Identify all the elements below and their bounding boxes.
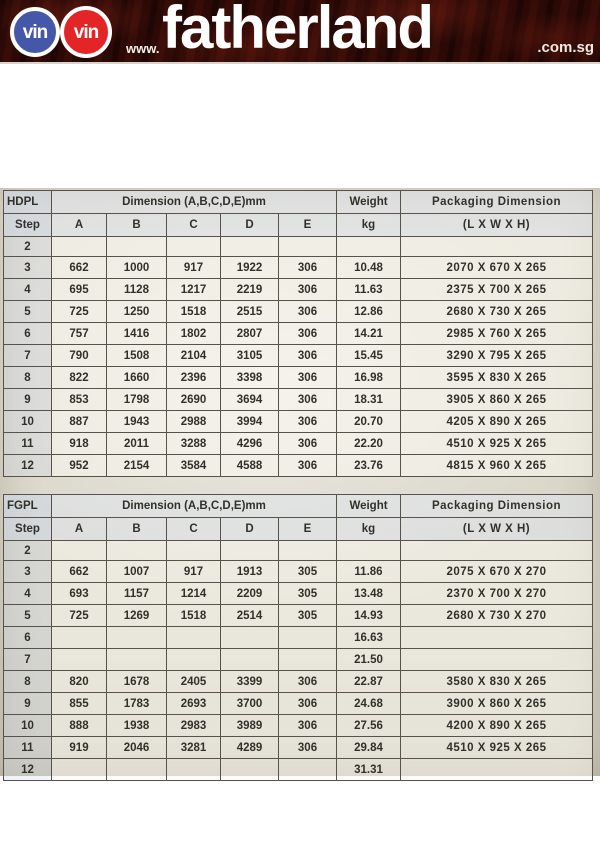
weight-header-cell: Weight <box>337 495 401 518</box>
table-cell: 693 <box>52 583 107 605</box>
table-cell <box>107 237 167 257</box>
table-cell: 4510 X 925 X 265 <box>401 433 593 455</box>
table-cell: 11.63 <box>337 279 401 301</box>
table-cell: 1128 <box>107 279 167 301</box>
table-cell: 306 <box>279 279 337 301</box>
table-cell: 853 <box>52 389 107 411</box>
column-letter-cell: A <box>52 518 107 541</box>
table-cell: 2514 <box>221 605 279 627</box>
table-cell: 306 <box>279 737 337 759</box>
table-cell: 2209 <box>221 583 279 605</box>
table-cell <box>107 649 167 671</box>
table-cell: 2985 X 760 X 265 <box>401 323 593 345</box>
table-cell: 3900 X 860 X 265 <box>401 693 593 715</box>
table-cell: 888 <box>52 715 107 737</box>
table-row <box>4 649 593 671</box>
table-cell: 2070 X 670 X 265 <box>401 257 593 279</box>
table-cell: 919 <box>52 737 107 759</box>
table-cell: 13.48 <box>337 583 401 605</box>
table-cell: 1416 <box>107 323 167 345</box>
table-row <box>4 455 593 477</box>
table-cell: 855 <box>52 693 107 715</box>
table-cell: 9 <box>4 389 52 411</box>
table-cell: 1518 <box>167 301 221 323</box>
table-row <box>4 715 593 737</box>
table-cell: 725 <box>52 301 107 323</box>
table-cell: 305 <box>279 583 337 605</box>
table-cell: 820 <box>52 671 107 693</box>
table-cell: 2075 X 670 X 270 <box>401 561 593 583</box>
table-cell: 11.86 <box>337 561 401 583</box>
table-cell: 5 <box>4 301 52 323</box>
table-cell: 1798 <box>107 389 167 411</box>
table-cell: 2983 <box>167 715 221 737</box>
column-letter-cell: A <box>52 214 107 237</box>
table-cell: 306 <box>279 693 337 715</box>
table-cell: 1660 <box>107 367 167 389</box>
table-cell: 3905 X 860 X 265 <box>401 389 593 411</box>
table-row <box>4 345 593 367</box>
table-cell <box>279 237 337 257</box>
table-cell: 27.56 <box>337 715 401 737</box>
table-cell: 2370 X 700 X 270 <box>401 583 593 605</box>
table-cell: 306 <box>279 455 337 477</box>
table-cell: 2693 <box>167 693 221 715</box>
table-cell: 306 <box>279 389 337 411</box>
table-cell: 3994 <box>221 411 279 433</box>
table-row <box>4 301 593 323</box>
table-cell <box>167 627 221 649</box>
table-cell: 3 <box>4 257 52 279</box>
table-cell: 695 <box>52 279 107 301</box>
table-cell: 306 <box>279 323 337 345</box>
table-cell: 14.21 <box>337 323 401 345</box>
table-cell: 662 <box>52 561 107 583</box>
table-cell: 4289 <box>221 737 279 759</box>
table-row <box>4 583 593 605</box>
table-cell <box>337 541 401 561</box>
table-cell: 31.31 <box>337 759 401 781</box>
table-cell: 952 <box>52 455 107 477</box>
table-cell: 790 <box>52 345 107 367</box>
table-cell <box>401 759 593 781</box>
table-cell: 4205 X 890 X 265 <box>401 411 593 433</box>
table-cell: 306 <box>279 301 337 323</box>
table-cell: 3694 <box>221 389 279 411</box>
table-cell: 20.70 <box>337 411 401 433</box>
table-cell: 306 <box>279 257 337 279</box>
table-cell: 1157 <box>107 583 167 605</box>
table-cell: 306 <box>279 671 337 693</box>
table-cell: 662 <box>52 257 107 279</box>
spec-table-hdpl <box>3 190 593 477</box>
table-cell: 2 <box>4 237 52 257</box>
table-cell <box>52 627 107 649</box>
column-letter-cell: C <box>167 518 221 541</box>
table-cell: 1000 <box>107 257 167 279</box>
table-cell: 1913 <box>221 561 279 583</box>
table-cell <box>221 237 279 257</box>
table-cell: 918 <box>52 433 107 455</box>
table-cell: 725 <box>52 605 107 627</box>
table-cell: 2219 <box>221 279 279 301</box>
table-cell: 1922 <box>221 257 279 279</box>
table-row <box>4 323 593 345</box>
table-cell <box>279 759 337 781</box>
dimension-header-cell: Dimension (A,B,C,D,E)mm <box>52 495 337 518</box>
vin-logo-blue-circle <box>10 7 60 57</box>
table-cell: 6 <box>4 627 52 649</box>
table-cell: 3105 <box>221 345 279 367</box>
table-cell: 2405 <box>167 671 221 693</box>
table-cell: 15.45 <box>337 345 401 367</box>
table-cell: 1518 <box>167 605 221 627</box>
table-cell: 11 <box>4 433 52 455</box>
table-cell: 7 <box>4 345 52 367</box>
table-cell: 1943 <box>107 411 167 433</box>
weight-header-cell: Weight <box>337 191 401 214</box>
table-cell: 305 <box>279 561 337 583</box>
table-cell: 2154 <box>107 455 167 477</box>
table-cell <box>167 237 221 257</box>
table-cell <box>279 541 337 561</box>
table-cell <box>167 541 221 561</box>
table-cell: 2046 <box>107 737 167 759</box>
table-cell: 16.63 <box>337 627 401 649</box>
www-prefix: www. <box>126 41 160 56</box>
table-cell <box>107 541 167 561</box>
table-cell: 11 <box>4 737 52 759</box>
kg-header-cell: kg <box>337 214 401 237</box>
table-cell: 1508 <box>107 345 167 367</box>
table-cell: 2 <box>4 541 52 561</box>
table-row <box>4 693 593 715</box>
column-letter-cell: B <box>107 518 167 541</box>
vin-logo-blue-text: vin <box>22 21 48 43</box>
table-cell: 5 <box>4 605 52 627</box>
table-cell: 306 <box>279 367 337 389</box>
table-cell <box>279 649 337 671</box>
spec-table-fgpl <box>3 494 593 781</box>
packaging-header-cell: Packaging Dimension <box>401 191 593 214</box>
table-cell: 306 <box>279 345 337 367</box>
table-cell: 2690 <box>167 389 221 411</box>
table-cell: 10 <box>4 715 52 737</box>
table-cell: 2396 <box>167 367 221 389</box>
table-row <box>4 389 593 411</box>
table-cell: 16.98 <box>337 367 401 389</box>
table-cell: 306 <box>279 715 337 737</box>
table-row <box>4 737 593 759</box>
column-letter-cell: B <box>107 214 167 237</box>
table-row <box>4 237 593 257</box>
table-cell <box>221 759 279 781</box>
table-cell: 3288 <box>167 433 221 455</box>
column-letter-cell: D <box>221 518 279 541</box>
table-cell: 917 <box>167 561 221 583</box>
table-cell: 3989 <box>221 715 279 737</box>
table-cell: 1250 <box>107 301 167 323</box>
column-letter-cell: E <box>279 518 337 541</box>
vin-logo-red-text: vin <box>73 21 99 43</box>
table-row <box>4 541 593 561</box>
table-row <box>4 759 593 781</box>
table-cell: 2515 <box>221 301 279 323</box>
table-cell <box>107 759 167 781</box>
table-cell <box>52 649 107 671</box>
table-cell <box>221 627 279 649</box>
table-cell: 8 <box>4 671 52 693</box>
table-cell: 3399 <box>221 671 279 693</box>
table-cell: 4 <box>4 279 52 301</box>
column-letter-cell: D <box>221 214 279 237</box>
table-row <box>4 561 593 583</box>
table-row <box>4 411 593 433</box>
spec-sheet-photo <box>0 188 600 776</box>
table-cell <box>52 541 107 561</box>
table-cell: 306 <box>279 433 337 455</box>
table-cell <box>337 237 401 257</box>
table-cell: 8 <box>4 367 52 389</box>
table-row <box>4 627 593 649</box>
table-cell: 1783 <box>107 693 167 715</box>
kg-header-cell: kg <box>337 518 401 541</box>
table-cell: 917 <box>167 257 221 279</box>
table-cell: 1938 <box>107 715 167 737</box>
table-cell: 22.87 <box>337 671 401 693</box>
table-cell: 2807 <box>221 323 279 345</box>
column-letter-cell: E <box>279 214 337 237</box>
table-cell: 2011 <box>107 433 167 455</box>
table-row <box>4 257 593 279</box>
table-cell <box>279 627 337 649</box>
table-cell <box>401 649 593 671</box>
table-row <box>4 367 593 389</box>
vinvin-logo[interactable] <box>8 5 126 59</box>
table-cell: 3281 <box>167 737 221 759</box>
table-cell: 18.31 <box>337 389 401 411</box>
step-header-cell: Step <box>4 518 52 541</box>
table-row <box>4 671 593 693</box>
brand-tld: .com.sg <box>537 39 594 56</box>
table-cell: 12.86 <box>337 301 401 323</box>
table-cell <box>221 649 279 671</box>
table-cell: 10.48 <box>337 257 401 279</box>
table-cell <box>401 237 593 257</box>
table-cell <box>401 627 593 649</box>
lwh-header-cell: (L X W X H) <box>401 518 593 541</box>
table-cell: 1214 <box>167 583 221 605</box>
column-letter-cell: C <box>167 214 221 237</box>
table-cell <box>167 759 221 781</box>
table-cell: 1678 <box>107 671 167 693</box>
site-header <box>0 0 600 64</box>
table-cell: 757 <box>52 323 107 345</box>
table-row <box>4 433 593 455</box>
table-cell: 306 <box>279 411 337 433</box>
table-cell: 2680 X 730 X 265 <box>401 301 593 323</box>
table-cell <box>167 649 221 671</box>
table-title-cell: FGPL <box>4 495 52 518</box>
table-title-cell: HDPL <box>4 191 52 214</box>
dimension-header-cell: Dimension (A,B,C,D,E)mm <box>52 191 337 214</box>
table-cell: 1007 <box>107 561 167 583</box>
table-cell: 7 <box>4 649 52 671</box>
table-cell: 12 <box>4 759 52 781</box>
table-cell: 21.50 <box>337 649 401 671</box>
packaging-header-cell: Packaging Dimension <box>401 495 593 518</box>
table-cell: 9 <box>4 693 52 715</box>
table-cell: 4200 X 890 X 265 <box>401 715 593 737</box>
table-cell: 3 <box>4 561 52 583</box>
table-cell <box>107 627 167 649</box>
table-cell: 3584 <box>167 455 221 477</box>
table-cell: 3580 X 830 X 265 <box>401 671 593 693</box>
table-cell <box>52 759 107 781</box>
table-cell: 822 <box>52 367 107 389</box>
table-cell: 3398 <box>221 367 279 389</box>
table-cell: 4 <box>4 583 52 605</box>
table-cell: 1217 <box>167 279 221 301</box>
step-header-cell: Step <box>4 214 52 237</box>
table-cell: 23.76 <box>337 455 401 477</box>
table-cell: 3595 X 830 X 265 <box>401 367 593 389</box>
table-cell: 4588 <box>221 455 279 477</box>
table-cell: 1269 <box>107 605 167 627</box>
table-row <box>4 605 593 627</box>
lwh-header-cell: (L X W X H) <box>401 214 593 237</box>
table-cell: 3290 X 795 X 265 <box>401 345 593 367</box>
table-cell <box>221 541 279 561</box>
table-cell: 2988 <box>167 411 221 433</box>
table-row <box>4 279 593 301</box>
table-cell: 2104 <box>167 345 221 367</box>
table-cell: 3700 <box>221 693 279 715</box>
table-cell: 24.68 <box>337 693 401 715</box>
table-cell: 1802 <box>167 323 221 345</box>
table-cell: 887 <box>52 411 107 433</box>
table-cell: 14.93 <box>337 605 401 627</box>
table-cell: 6 <box>4 323 52 345</box>
vin-logo-red-circle <box>60 6 112 58</box>
table-cell: 2375 X 700 X 265 <box>401 279 593 301</box>
table-cell <box>401 541 593 561</box>
table-cell: 22.20 <box>337 433 401 455</box>
table-cell: 4510 X 925 X 265 <box>401 737 593 759</box>
table-cell <box>52 237 107 257</box>
table-cell: 2680 X 730 X 270 <box>401 605 593 627</box>
table-cell: 4815 X 960 X 265 <box>401 455 593 477</box>
table-cell: 4296 <box>221 433 279 455</box>
brand-name: fatherland <box>162 0 433 61</box>
table-cell: 305 <box>279 605 337 627</box>
table-cell: 12 <box>4 455 52 477</box>
table-cell: 29.84 <box>337 737 401 759</box>
table-cell: 10 <box>4 411 52 433</box>
